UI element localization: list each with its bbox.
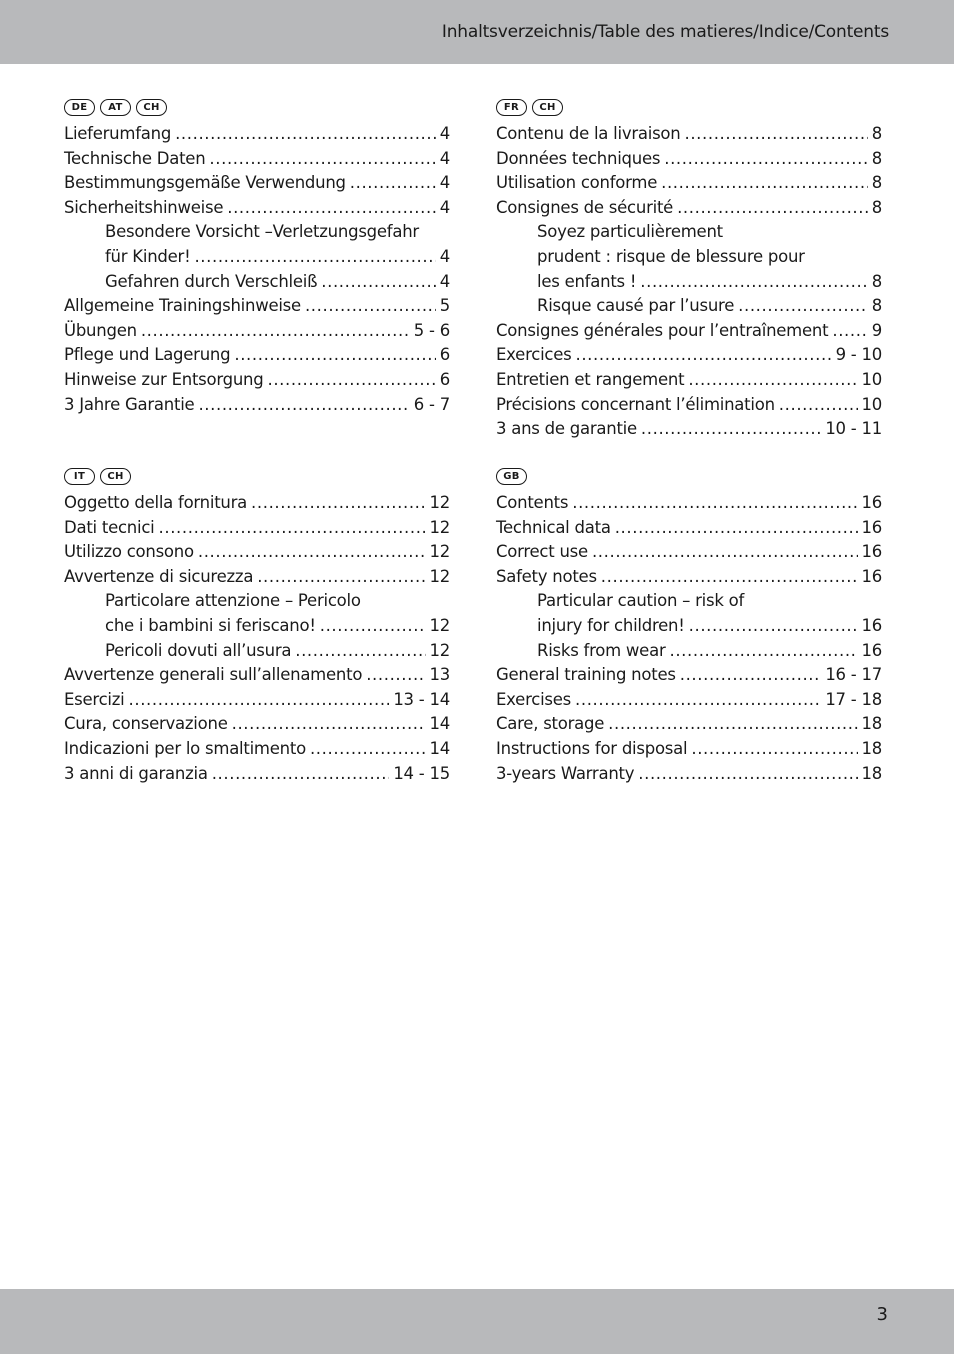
toc-entry bbox=[64, 245, 450, 270]
toc-entry-label: Safety notes bbox=[496, 566, 597, 586]
toc-entry-label: Contents bbox=[496, 493, 569, 512]
toc-entry-label: Risque causé par l’usure bbox=[537, 296, 735, 316]
toc-entry bbox=[64, 614, 450, 639]
toc-entry-page: 8 bbox=[871, 124, 882, 143]
toc-entry bbox=[496, 762, 882, 787]
toc-entry bbox=[64, 122, 450, 147]
toc-entry-label: les enfants ! bbox=[537, 271, 637, 291]
toc-entry-page: 8 bbox=[871, 296, 882, 316]
toc-dot-leader bbox=[669, 639, 857, 664]
toc-entry-page: 14 - 15 bbox=[393, 763, 450, 783]
toc-section-de bbox=[64, 96, 450, 417]
toc-entry-label: Précisions concernant l’élimination bbox=[496, 394, 775, 414]
toc-entry-page: 12 bbox=[429, 615, 450, 635]
toc-entry bbox=[496, 663, 882, 688]
toc-entry-page: 4 bbox=[439, 271, 450, 291]
toc-entry-label: Indicazioni per lo smaltimento bbox=[64, 738, 306, 758]
country-badge-fr: FR bbox=[496, 99, 527, 116]
toc-entry-label: Technical data bbox=[496, 517, 611, 537]
toc-dot-leader bbox=[129, 688, 390, 713]
toc-entry-label: Pericoli dovuti all’usura bbox=[105, 640, 292, 660]
toc-entry-label: Correct use bbox=[496, 542, 588, 562]
toc-list bbox=[496, 122, 882, 442]
toc-entry bbox=[496, 417, 882, 442]
toc-entry-page: 12 bbox=[429, 517, 450, 537]
toc-entry bbox=[496, 639, 882, 664]
toc-entry-page: 17 - 18 bbox=[825, 689, 882, 709]
toc-entry bbox=[64, 565, 450, 590]
toc-dot-leader bbox=[641, 417, 821, 442]
toc-entry-page: 14 bbox=[429, 738, 450, 758]
page-title: Inhaltsverzeichnis/Table des matieres/Indice/Contents bbox=[441, 22, 889, 42]
toc-entry bbox=[64, 196, 450, 221]
toc-entry-label: Esercizi bbox=[64, 689, 125, 709]
toc-entry-label: für Kinder! bbox=[105, 246, 191, 266]
toc-entry bbox=[64, 540, 450, 565]
toc-entry bbox=[496, 147, 882, 172]
toc-entry-page: 10 bbox=[861, 369, 882, 389]
toc-entry-label: Bestimmungsgemäße Verwendung bbox=[64, 173, 346, 193]
toc-entry-page: 13 - 14 bbox=[393, 689, 450, 709]
toc-entry-label: Exercises bbox=[496, 689, 572, 709]
toc-dot-leader bbox=[212, 762, 390, 787]
toc-dot-leader bbox=[661, 171, 868, 196]
toc-entry-label: Oggetto della fornitura bbox=[64, 493, 248, 512]
toc-entry bbox=[64, 171, 450, 196]
toc-dot-leader bbox=[175, 122, 436, 147]
toc-entry bbox=[496, 737, 882, 762]
toc-dot-leader bbox=[680, 663, 822, 688]
toc-entry-page: 13 bbox=[429, 665, 450, 685]
toc-entry bbox=[64, 343, 450, 368]
toc-entry bbox=[64, 368, 450, 393]
toc-entry-label: Consignes générales pour l’entraînement bbox=[496, 320, 829, 340]
toc-dot-leader bbox=[234, 343, 435, 368]
toc-dot-leader bbox=[257, 565, 425, 590]
country-badge-ch: CH bbox=[100, 468, 131, 485]
toc-entry-page: 16 bbox=[861, 566, 882, 586]
toc-entry bbox=[64, 220, 450, 245]
toc-entry bbox=[64, 639, 450, 664]
toc-entry-label: Lieferumfang bbox=[64, 124, 172, 143]
toc-entry-label: Particular caution – risk of bbox=[537, 591, 745, 611]
toc-entry-page: 9 bbox=[871, 320, 882, 340]
toc-entry-label: Avvertenze di sicurezza bbox=[64, 566, 254, 586]
toc-entry-label: General training notes bbox=[496, 665, 676, 685]
toc-entry bbox=[64, 147, 450, 172]
toc-dot-leader bbox=[608, 712, 857, 737]
toc-entry bbox=[496, 712, 882, 737]
toc-entry-page: 6 - 7 bbox=[413, 394, 450, 414]
toc-entry-page: 16 bbox=[861, 542, 882, 562]
toc-entry bbox=[496, 122, 882, 147]
toc-dot-leader bbox=[779, 393, 858, 418]
toc-entry bbox=[64, 589, 450, 614]
toc-entry-label: Contenu de la livraison bbox=[496, 124, 681, 143]
toc-entry bbox=[496, 565, 882, 590]
toc-entry-label: 3 anni di garanzia bbox=[64, 763, 208, 783]
toc-entry-label: Utilizzo consono bbox=[64, 542, 194, 562]
toc-entry-label: Technische Daten bbox=[64, 148, 206, 168]
toc-entry-page: 4 bbox=[439, 148, 450, 168]
toc-entry-page: 4 bbox=[439, 197, 450, 217]
toc-entry-page: 16 bbox=[861, 517, 882, 537]
toc-dot-leader bbox=[366, 663, 425, 688]
country-badge-it: IT bbox=[64, 468, 95, 485]
country-badge-gb: GB bbox=[496, 468, 527, 485]
toc-entry bbox=[496, 196, 882, 221]
toc-dot-leader bbox=[305, 294, 436, 319]
toc-entry-page: 12 bbox=[429, 566, 450, 586]
toc-entry-label: Allgemeine Trainingshinweise bbox=[64, 296, 301, 316]
toc-entry-page: 9 - 10 bbox=[835, 345, 882, 365]
toc-entry-label: Instructions for disposal bbox=[496, 738, 688, 758]
toc-dot-leader bbox=[601, 565, 858, 590]
toc-entry-page: 12 bbox=[429, 640, 450, 660]
toc-entry-page: 4 bbox=[439, 124, 450, 143]
toc-entry-label: Entretien et rangement bbox=[496, 369, 685, 389]
toc-entry-page: 16 bbox=[861, 640, 882, 660]
toc-entry-page: 14 bbox=[429, 714, 450, 734]
toc-entry bbox=[496, 171, 882, 196]
toc-dot-leader bbox=[310, 737, 426, 762]
toc-entry bbox=[496, 614, 882, 639]
toc-entry-label: 3-years Warranty bbox=[496, 763, 635, 783]
toc-entry-label: Particolare attenzione – Pericolo bbox=[105, 591, 361, 611]
toc-entry bbox=[496, 491, 882, 516]
toc-entry-page: 12 bbox=[429, 542, 450, 562]
toc-entry-page: 4 bbox=[439, 173, 450, 193]
toc-entry bbox=[64, 737, 450, 762]
toc-entry bbox=[64, 294, 450, 319]
toc-entry-page: 5 - 6 bbox=[413, 320, 450, 340]
toc-entry bbox=[496, 270, 882, 295]
toc-entry-page: 8 bbox=[871, 173, 882, 193]
country-badge-ch: CH bbox=[136, 99, 167, 116]
toc-dot-leader bbox=[321, 270, 436, 295]
toc-dot-leader bbox=[691, 737, 857, 762]
toc-entry-label: Dati tecnici bbox=[64, 517, 155, 537]
toc-entry bbox=[496, 343, 882, 368]
toc-entry-label: Exercices bbox=[496, 345, 572, 365]
toc-dot-leader bbox=[227, 196, 436, 221]
country-badge-de: DE bbox=[64, 99, 95, 116]
toc-entry bbox=[64, 270, 450, 295]
toc-entry bbox=[64, 319, 450, 344]
toc-entry-page: 6 bbox=[439, 345, 450, 365]
toc-entry bbox=[496, 220, 882, 245]
toc-dot-leader bbox=[251, 491, 425, 516]
toc-dot-leader bbox=[664, 147, 868, 172]
toc-entry bbox=[64, 688, 450, 713]
language-badges bbox=[64, 465, 450, 487]
toc-section-gb bbox=[496, 465, 882, 786]
toc-entry-label: Gefahren durch Verschleiß bbox=[105, 271, 318, 291]
toc-entry-page: 12 bbox=[429, 493, 450, 512]
toc-entry-label: Consignes de sécurité bbox=[496, 197, 674, 217]
toc-dot-leader bbox=[677, 196, 868, 221]
toc-entry bbox=[496, 516, 882, 541]
toc-entry bbox=[496, 245, 882, 270]
toc-dot-leader bbox=[640, 270, 868, 295]
toc-entry-page: 4 bbox=[439, 246, 450, 266]
toc-dot-leader bbox=[688, 368, 857, 393]
toc-entry bbox=[496, 368, 882, 393]
toc-dot-leader bbox=[159, 516, 426, 541]
toc-entry-page: 8 bbox=[871, 197, 882, 217]
toc-dot-leader bbox=[638, 762, 857, 787]
toc-list bbox=[64, 491, 450, 786]
toc-entry-page: 8 bbox=[871, 148, 882, 168]
toc-dot-leader bbox=[194, 245, 435, 270]
toc-entry-label: 3 Jahre Garantie bbox=[64, 394, 195, 414]
toc-entry-page: 18 bbox=[861, 714, 882, 734]
toc-entry-label: prudent : risque de blessure pour bbox=[537, 246, 805, 266]
toc-entry bbox=[496, 319, 882, 344]
toc-list bbox=[496, 491, 882, 786]
toc-entry bbox=[496, 393, 882, 418]
toc-entry-label: Avvertenze generali sull’allenamento bbox=[64, 665, 363, 685]
toc-entry-page: 10 bbox=[861, 394, 882, 414]
toc-entry-page: 18 bbox=[861, 763, 882, 783]
toc-entry bbox=[64, 491, 450, 516]
footer-bar bbox=[0, 1289, 954, 1354]
toc-dot-leader bbox=[689, 614, 858, 639]
toc-entry bbox=[496, 589, 882, 614]
toc-dot-leader bbox=[198, 540, 426, 565]
toc-dot-leader bbox=[141, 319, 410, 344]
toc-entry-label: 3 ans de garantie bbox=[496, 419, 637, 439]
toc-entry bbox=[496, 540, 882, 565]
toc-entry-label: Données techniques bbox=[496, 148, 661, 168]
toc-entry-label: Soyez particulièrement bbox=[537, 222, 723, 242]
toc-entry-label: che i bambini si feriscano! bbox=[105, 615, 316, 635]
page-number: 3 bbox=[876, 1304, 888, 1325]
toc-entry-page: 16 bbox=[861, 615, 882, 635]
toc-dot-leader bbox=[320, 614, 426, 639]
toc-entry-page: 16 - 17 bbox=[825, 665, 882, 685]
toc-entry-page: 8 bbox=[871, 271, 882, 291]
toc-dot-leader bbox=[592, 540, 858, 565]
country-badge-at: AT bbox=[100, 99, 131, 116]
toc-dot-leader bbox=[738, 294, 868, 319]
toc-entry-page: 6 bbox=[439, 369, 450, 389]
toc-entry bbox=[64, 712, 450, 737]
toc-dot-leader bbox=[832, 319, 867, 344]
toc-dot-leader bbox=[684, 122, 867, 147]
toc-entry bbox=[496, 688, 882, 713]
toc-entry-page: 16 bbox=[861, 493, 882, 512]
toc-dot-leader bbox=[615, 516, 858, 541]
toc-dot-leader bbox=[198, 393, 409, 418]
toc-dot-leader bbox=[232, 712, 426, 737]
header-bar bbox=[0, 0, 954, 64]
toc-dot-leader bbox=[575, 688, 821, 713]
language-badges bbox=[64, 96, 450, 118]
toc-entry-label: Care, storage bbox=[496, 714, 605, 734]
toc-entry-label: Risks from wear bbox=[537, 640, 666, 660]
toc-section-fr bbox=[496, 96, 882, 442]
toc-entry-label: Utilisation conforme bbox=[496, 173, 658, 193]
toc-entry-page: 5 bbox=[439, 296, 450, 316]
toc-entry-label: Hinweise zur Entsorgung bbox=[64, 369, 264, 389]
toc-entry-page: 18 bbox=[861, 738, 882, 758]
country-badge-ch: CH bbox=[532, 99, 563, 116]
toc-dot-leader bbox=[209, 147, 435, 172]
language-badges bbox=[496, 465, 882, 487]
toc-dot-leader bbox=[295, 639, 425, 664]
toc-entry-label: Besondere Vorsicht –Verletzungsgefahr bbox=[105, 222, 419, 242]
toc-dot-leader bbox=[572, 491, 857, 516]
toc-entry bbox=[64, 663, 450, 688]
toc-dot-leader bbox=[575, 343, 831, 368]
toc-entry bbox=[64, 393, 450, 418]
toc-list bbox=[64, 122, 450, 417]
toc-entry bbox=[64, 516, 450, 541]
toc-entry bbox=[496, 294, 882, 319]
toc-entry-label: Übungen bbox=[64, 320, 137, 340]
toc-entry-page: 10 - 11 bbox=[825, 419, 882, 439]
toc-dot-leader bbox=[267, 368, 435, 393]
toc-section-it bbox=[64, 465, 450, 786]
toc-dot-leader bbox=[350, 171, 436, 196]
toc-entry bbox=[64, 762, 450, 787]
toc-entry-label: Sicherheitshinweise bbox=[64, 197, 224, 217]
toc-entry-label: Cura, conservazione bbox=[64, 714, 228, 734]
toc-entry-label: injury for children! bbox=[537, 615, 685, 635]
toc-entry-label: Pflege und Lagerung bbox=[64, 345, 231, 365]
language-badges bbox=[496, 96, 882, 118]
